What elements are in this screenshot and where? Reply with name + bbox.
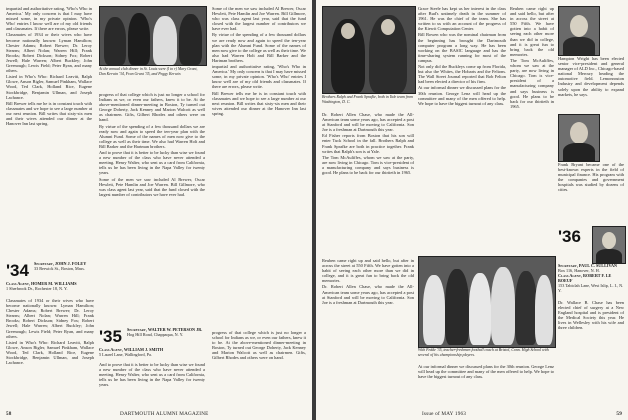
paragraph: Hampton Wright has been elected senior vice-president and general manager of ALD Inc., Chicago-based national Mercury heading the automotive field. Lemonrouton Industry and development depends solely upon the ability to expand markets, he says. — [558, 56, 624, 97]
secretary-headshot-photo — [592, 226, 626, 264]
paragraph: Some of the men we saw included Al Brewer, Oscar Hewlett, Pete Hamlin and Joe Warren. Bill Gillmore, who was class agent last year, said that the fund closed with the largest number of contributors we have ever had. — [212, 6, 306, 32]
photo-caption: With Fedde '35, teacher-freshmen football coach at Bristol, Conn. High School with several of his championship players. — [418, 348, 549, 357]
paragraph: Classmates of 1934 or their wives who have become nationally known: Lyman Hamilton; Chester Adams; Robert Brewer; Dr. Leroy Stearns; Albert Nolan; Warren Hill; Frank Brooks; Robert Dickson; Sidney Fox; Robert Jewell; Hale Warren; Albert Buckley; John Greenough; Lewis Field; Peter Ryan, and many others. — [6, 32, 92, 74]
photo-caption: At the annual club dinner in St. Louis were (l to r) Mary Grant, Dan Kerwin '34, Fran Grant '35, and Peggy Kerwin. — [99, 67, 198, 76]
class-35-agent: Class Agent, WILLIAM J. SMITH — [99, 347, 164, 352]
paragraph: By virtue of the spending of a few thousand dollars we are ready now and again to speed the ten-year plan with the Alumni Fund. Some of the names of men now give to the college as well as their time. We also had Warren Holt and Bill Barker and the Hartman brothers. — [212, 32, 306, 63]
paragraph: Reuben came right up and said hello, but after in across the street at 550 Fifth. We have gotten into a habit of seeing each other more than we did in college, and it is great fun to bring back the old memories. — [322, 258, 414, 284]
sprafke-brothers-photo — [322, 6, 416, 94]
class-35-officers — [127, 328, 205, 338]
headshot-photo — [558, 6, 600, 56]
class-35-agent-block — [99, 348, 205, 358]
class-34-secretary-address: 33 Berwick St., Boston, Mass. — [34, 265, 85, 271]
paragraph: Not only did the Buckleys come up from Florida, but also the Whites, the Hobarts and the Feltons. The Wall Street Journal reported that Bob Felton had been elected a director of his firm. — [418, 64, 506, 85]
class-35-label: '35 — [99, 327, 122, 346]
left-column-3 — [212, 6, 306, 326]
class-34-agent-block — [6, 282, 94, 292]
class-34-column — [6, 298, 94, 408]
left-column-3-lower — [212, 330, 306, 408]
paragraph: progress of that college which is just no longer a school for Indians as we, or even our fathers, knew it to be. At the above-mentioned dinner-meeting in Boston, Ty turned out George Doherty, Jack Kenney and Marion Walcott as well as chairmen. Gifts, Gilbert Rhodes and others were on hand. — [99, 92, 205, 123]
paragraph: Ed Fisher reports from Boston that his son will enter Tuck School in the fall. Brothers Ralph and Frank Sprafke are both in practice together. Frank writes that Ralph's son is at Yale. — [322, 133, 414, 154]
class-34-secretary: Secretary, JOHN J. FOLEY — [34, 261, 87, 266]
paragraph: Listed in Who's Who: Richard Leavitt, Ralph Glowe, Anson Bigler, Samuel Pinkham, Wallace Wood, Ted Clark, Holland Rice, Eugene Stockbridge, Benjamin Ullman, and Joseph Lachance. — [6, 339, 94, 366]
headshot-photo — [558, 114, 600, 162]
paragraph: And to prove that it is better to be lucky than wise we found a new number of the class who have never attended a meeting. Henry Walter, who sent us a card from California, tells us he has been living in the Napa Valley for twenty years. — [99, 150, 205, 176]
paragraph: impartial and authoritative rating, 'Who's Who in America.' My only concern is that I may have missed some, in my private opinion. 'Who's Who' entries I know well are of my old friends and classmates. If there are errors, please write. — [6, 6, 92, 32]
class-36-agent: Class Agent, ROBERT F. LE BOEUF — [558, 272, 612, 283]
paragraph: Bill Brewer tells me he is in constant touch with classmates and we hope to see a large number at our next reunion. Bill writes that sixty-six men and their wives attended our dinner at the Hanover Inn last spring. — [6, 100, 92, 127]
paragraph: Bill Bowen who was the nominal chairman from the beginning has brought the Dartmouth computer program a long way. He has been working on the BASIC language and has the time-sharing system running for most of the campus. — [418, 32, 506, 63]
right-column-1 — [322, 112, 414, 252]
paragraph: impartial and authoritative rating, 'Who's Who in America.' My only concern is that I may have missed some, in my private opinion. 'Who's Who' entries I know well are of my old friends and classmates. If there are errors, please write. — [212, 64, 306, 90]
paragraph: Reuben came right up and said hello, but after in across the street at 550 Fifth. We have gotten into a habit of seeing each other more than we did in college, and it is great fun to bring back the old memories. — [510, 6, 554, 57]
paragraph: Dr. Robert Allen Chase, who made the All-American team some years ago, has accepted a post at Stanford and will be moving to California. Son Joe is a freshman at Dartmouth this year. — [322, 112, 414, 133]
paragraph: Frank Bryant became one of the best-known experts in the field of municipal finance. His program with the companies and government hospitals was studied by dozens of cities. — [558, 162, 624, 193]
class-34-label: '34 — [6, 261, 29, 280]
paragraph: Grace Steele has kept us her interest in the class after Bud's untimely death in the summer of 1961. He was the chief of the team. She has written to us with an account of the progress of the Kiewit Computation Center. — [418, 6, 506, 32]
class-36-agent-address: 153 Tabiclah Lane, West Islip, L. I., N. Y. — [558, 282, 624, 293]
class-36-label: '36 — [558, 227, 581, 246]
class-34-agent-address: 1 Sherbrook Dr., Rochester 18, N. Y. — [6, 285, 68, 291]
left-page — [0, 0, 312, 420]
paragraph: progress of that college which is just no longer a school for Indians as we, or even our fathers, knew it to be. At the above-mentioned dinner-meeting in Boston, Ty turned out George Doherty, Jack Kenney and Marion Walcott as well as chairmen. Gifts, Gilbert Rhodes and others were on hand. — [212, 330, 306, 361]
class-36-column — [558, 300, 624, 408]
class-35-secretary: Secretary, WALTER W. PETERSON JR. — [127, 327, 203, 332]
paragraph: The Tom McAuliffes, whom we saw at the party, are now living in Chicago. Tom is vice-president of a manufacturing company and says business is good. He plans to be back for our thirtieth in 1965. — [510, 57, 554, 109]
left-column-2 — [99, 92, 205, 252]
class-35-column — [99, 362, 205, 408]
right-column-1-lower — [322, 258, 414, 408]
right-column-2 — [418, 6, 506, 256]
club-dinner-photo — [99, 6, 207, 66]
class-34-agent: Class Agent, HOMER M. WILLIAMS — [6, 281, 77, 286]
paragraph: Dr. Wallace B. Chase has been elected chief of surgery at a New England hospital and is president of the Medical Society this year. He lives in Wellesley with his wife and three children. — [558, 300, 624, 331]
class-35-secretary-address: Hog Hill Road, Chappaqua, N. Y. — [127, 331, 184, 337]
paragraph: Classmates of 1934 or their wives who have become nationally known: Lyman Hamilton; Chester Adams; Robert Brewer; Dr. Leroy Stearns; Albert Nolan; Warren Hill; Frank Brooks; Robert Dickson; Sidney Fox; Robert Jewell; Hale Warren; Albert Buckley; John Greenough; Lewis Field; Peter Ryan, and many others. — [6, 298, 94, 339]
class-36-secretary-address: Box 116, Hanover, N. H. — [558, 267, 600, 273]
class-35-agent-address: 5 Laurel Lane, Wallingford, Pa. — [99, 351, 152, 357]
paragraph: At our informal dinner we discussed plans for the 30th reunion. George Lenz will head up the committee and many of the men offered to help. We hope to have the biggest turnout of any class. — [418, 364, 554, 380]
paragraph: Some of the men we saw included Al Brewer, Oscar Hewlett, Pete Hamlin and Joe Warren. Bill Gillmore, who was class agent last year, said that the fund closed with the largest number of contributors we have ever had. — [99, 176, 205, 197]
right-page-footer-title: Issue of MAY 1963 — [422, 411, 467, 417]
football-team-photo — [418, 256, 556, 348]
class-36-officers — [558, 264, 624, 293]
paragraph: And to prove that it is better to be lucky than wise we found a new number of the class who have never attended a meeting. Henry Walter, who sent us a card from California, tells us he has been living in the Napa Valley for twenty years. — [99, 362, 205, 388]
photo-caption: Brothers Ralph and Frank Sprafke, both in Yale team from Washington, D. C. — [322, 95, 413, 104]
left-page-footer-title: DARTMOUTH ALUMNI MAGAZINE — [120, 411, 209, 417]
right-column-4-top — [558, 56, 624, 112]
paragraph: At our informal dinner we discussed plans for the 30th reunion. George Lenz will head up the committee and many of the men offered to help. We hope to have the biggest turnout of any class. — [418, 85, 506, 106]
right-page-number: 59 — [616, 411, 622, 417]
paragraph: The Tom McAuliffes, whom we saw at the party, are now living in Chicago. Tom is vice-president of a manufacturing company and says business is good. He plans to be back for our thirtieth in 1965. — [322, 154, 414, 176]
class-34-officers — [34, 262, 94, 272]
right-column-3 — [510, 6, 554, 256]
left-page-number: 58 — [6, 411, 12, 417]
class-36-secretary: Secretary, PAUL C. SULLIVAN — [558, 263, 618, 268]
paragraph: By virtue of the spending of a few thousand dollars we are ready now and again to speed the ten-year plan with the Alumni Fund. Some of the names of men now give to the college as well as their time. We also had Warren Holt and Bill Barker and the Hartman brothers. — [99, 123, 205, 149]
right-column-2-lower — [418, 364, 554, 408]
right-page — [316, 0, 628, 420]
paragraph: Bill Brewer tells me he is in constant touch with classmates and we hope to see a large number at our next reunion. Bill writes that sixty-six men and their wives attended our dinner at the Hanover Inn last spring. — [212, 90, 306, 116]
paragraph: Dr. Robert Allen Chase, who made the All-American team some years ago, has accepted a post at Stanford and will be moving to California. Son Joe is a freshman at Dartmouth this year. — [322, 284, 414, 305]
right-column-4-mid — [558, 162, 624, 222]
left-column-1 — [6, 6, 92, 256]
paragraph: Listed in Who's Who: Richard Leavitt, Ralph Glowe, Anson Bigler, Samuel Pinkham, Wallace Wood, Ted Clark, Holland Rice, Eugene Stockbridge, Benjamin Ullman, and Joseph Lachance. — [6, 74, 92, 100]
